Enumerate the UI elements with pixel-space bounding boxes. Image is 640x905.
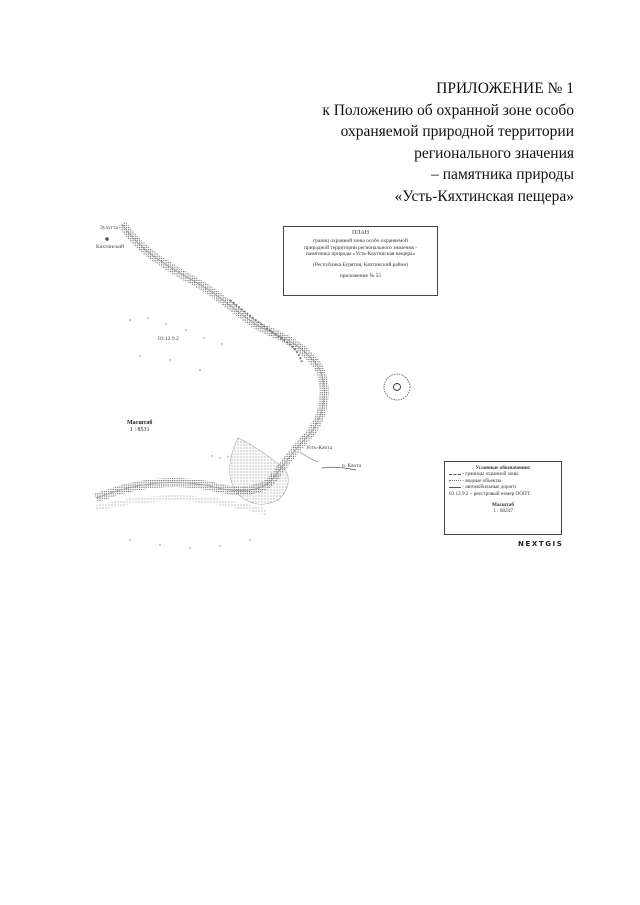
- legend-scale-title: Масштаб: [492, 502, 514, 509]
- appendix-line: «Усть-Кяхтинская пещера»: [394, 187, 574, 205]
- appendix-line: ПРИЛОЖЕНИЕ № 1: [436, 80, 574, 97]
- village-label: Зулугта: [100, 225, 118, 231]
- district-label: Кяхтинский: [96, 244, 125, 250]
- legend-box: [444, 461, 562, 535]
- appendix-line: регионального значения: [414, 144, 574, 162]
- plan-line: памятника природы «Усть-Кяхтинская пещера»: [305, 251, 416, 258]
- scale-left: [127, 420, 152, 434]
- registry-label: 03:12.9.2: [158, 336, 179, 342]
- lower-bank: [96, 498, 266, 512]
- appendix-line: к Положению об охранной зоне особо: [322, 101, 574, 119]
- river-label: р. Кяхта: [342, 463, 362, 469]
- plan-appendix-ref: приложение № 55: [339, 272, 382, 279]
- legend-row-registry: 03.12.9.2 – реестровый номер ООПТ: [449, 490, 530, 497]
- plan-line: природной территории регионального значения -: [304, 244, 417, 251]
- plan-title: ПЛАН: [351, 230, 370, 236]
- plan-line: границ охранной зоны особо охраняемой: [313, 237, 408, 244]
- appendix-line: – памятника природы: [431, 166, 574, 183]
- legend-row-roads: - автомобильные дороги: [449, 484, 557, 490]
- appendix-line: охраняемой природной территории: [340, 123, 574, 140]
- plan-region: (Республика Бурятия, Кяхтинский район): [312, 262, 409, 269]
- legend-scale-value: 1 : 68247: [493, 508, 513, 515]
- protected-zone: [384, 374, 410, 400]
- legend-title: Условные обозначения:: [475, 465, 531, 471]
- settlement-marker: [105, 237, 109, 241]
- nextgis-watermark: NEXTGIS: [518, 540, 564, 548]
- legend-scale: [449, 502, 557, 515]
- plan-box: [283, 226, 438, 296]
- delta-area: [230, 438, 289, 504]
- scale-left-value: 1 : 8531: [129, 427, 150, 433]
- settlement-label: Усть-Кяхта: [306, 445, 333, 451]
- road: [300, 452, 318, 462]
- legend-row-zone: - границы охранной зоны: [449, 471, 557, 477]
- scale-left-title: Масштаб: [127, 420, 153, 426]
- legend-row-water: - водные объекты: [449, 478, 557, 484]
